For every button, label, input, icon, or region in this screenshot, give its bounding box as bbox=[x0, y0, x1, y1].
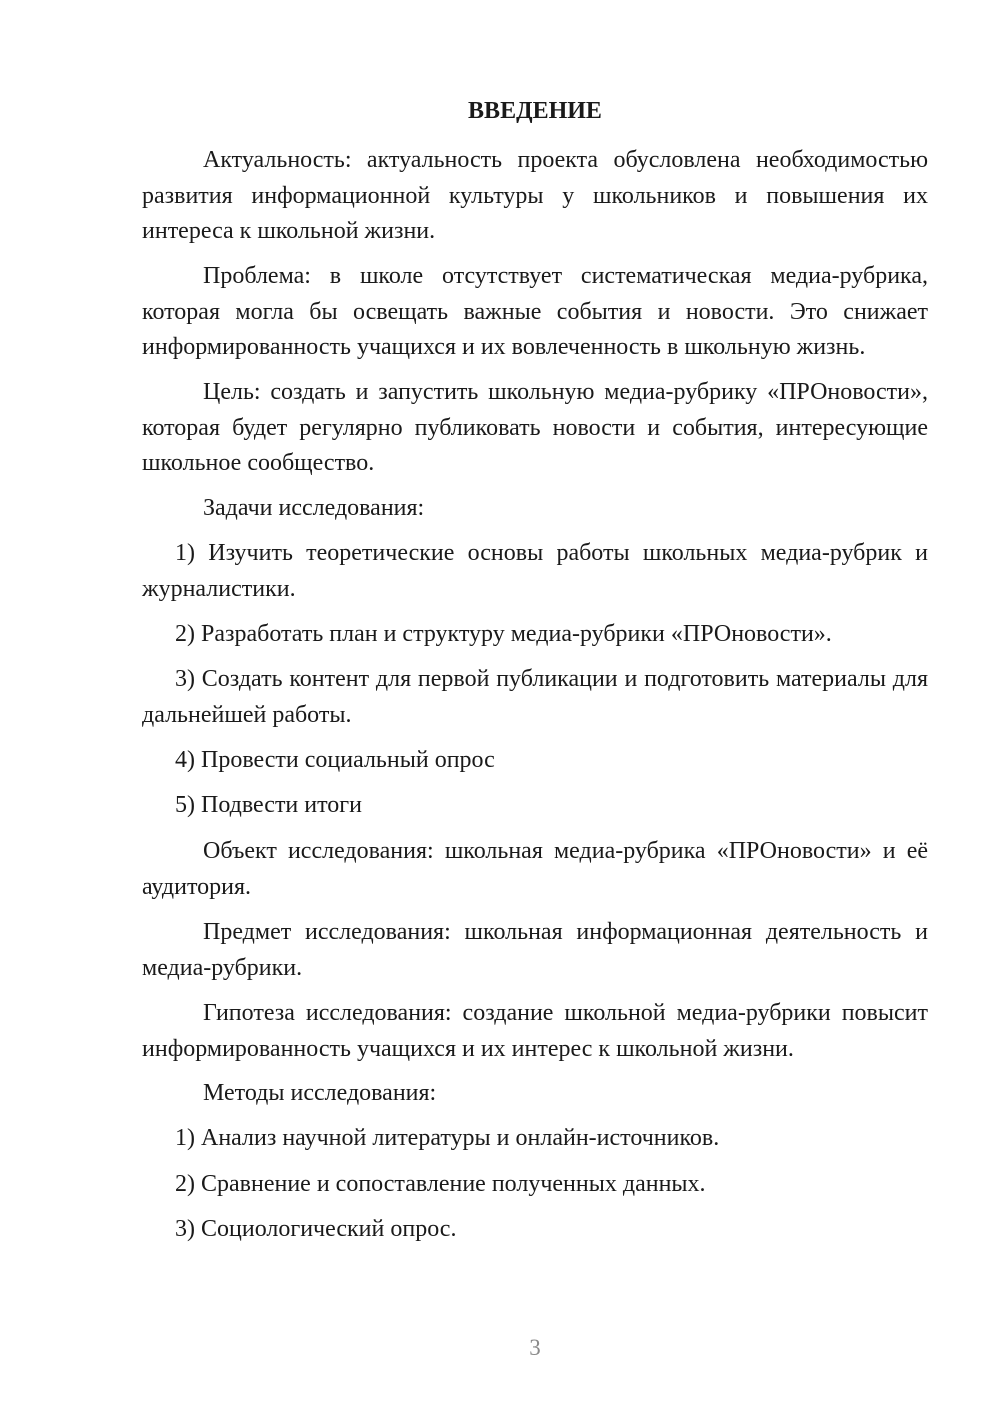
methods-heading-paragraph: Методы исследования: bbox=[203, 1080, 437, 1106]
tasks-heading-paragraph: Задачи исследования: bbox=[203, 495, 425, 521]
hypothesis-paragraph: Гипотеза исследования: создание школьной медиа-рубрики повысит информированность учащихся и их интерес к школьной жизни. bbox=[142, 1000, 928, 1062]
task-list-item: 4) Провести социальный опрос bbox=[175, 747, 495, 773]
task-list-item: 3) Создать контент для первой публикации и подготовить материалы для дальнейшей работы. bbox=[142, 666, 928, 728]
method-list-item: 1) Анализ научной литературы и онлайн-источников. bbox=[175, 1125, 720, 1151]
task-list-item: 1) Изучить теоретические основы работы школьных медиа-рубрик и журналистики. bbox=[142, 540, 928, 602]
task-list-item: 2) Разработать план и структуру медиа-рубрики «ПРОновости». bbox=[175, 621, 832, 647]
relevance-paragraph: Актуальность: актуальность проекта обусловлена необходимостью развития информационной культуры у школьников и повышения их интереса к школьной жизни. bbox=[142, 147, 928, 244]
subject-paragraph: Предмет исследования: школьная информационная деятельность и медиа-рубрики. bbox=[142, 919, 928, 981]
problem-paragraph: Проблема: в школе отсутствует систематическая медиа-рубрика, которая могла бы освещать важные события и новости. Это снижает информированность учащихся и их вовлеченность в школьную жизнь. bbox=[142, 263, 928, 360]
section-heading: ВВЕДЕНИЕ bbox=[468, 98, 602, 124]
method-list-item: 3) Социологический опрос. bbox=[175, 1216, 457, 1242]
task-list-item: 5) Подвести итоги bbox=[175, 792, 362, 818]
page-number: 3 bbox=[529, 1335, 541, 1360]
object-paragraph: Объект исследования: школьная медиа-рубрика «ПРОновости» и её аудитория. bbox=[142, 838, 928, 900]
goal-paragraph: Цель: создать и запустить школьную медиа-рубрику «ПРОновости», которая будет регулярно публиковать новости и события, интересующие школьное сообщество. bbox=[142, 379, 928, 476]
method-list-item: 2) Сравнение и сопоставление полученных данных. bbox=[175, 1171, 706, 1197]
